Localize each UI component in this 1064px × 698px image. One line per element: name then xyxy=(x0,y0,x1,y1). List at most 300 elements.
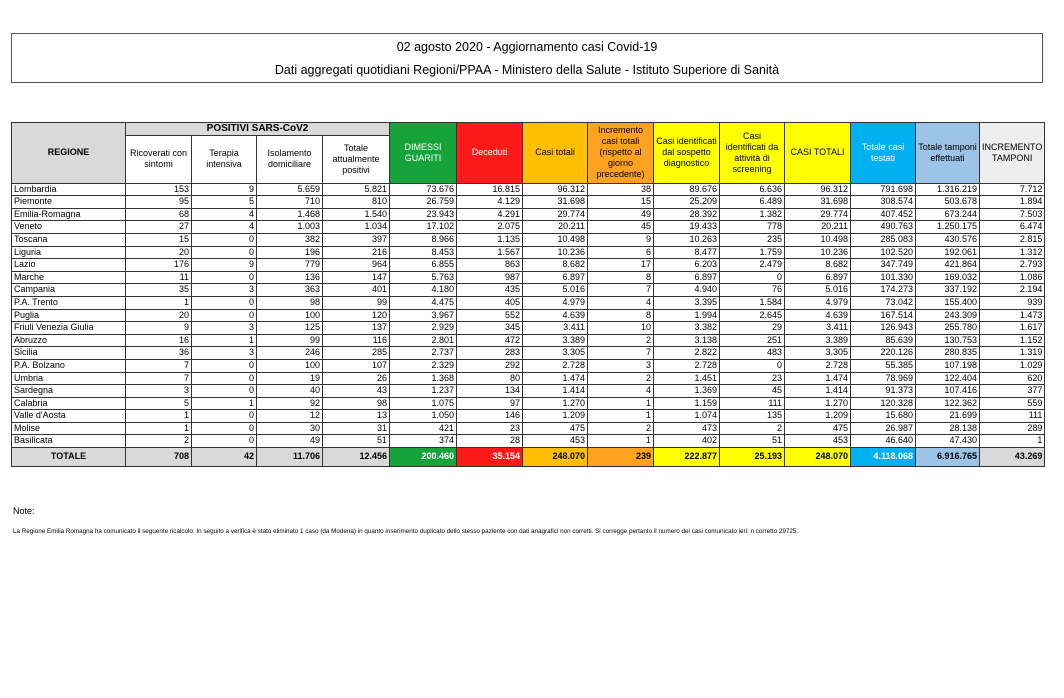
table-cell: 503.678 xyxy=(916,196,980,209)
region-name-cell: Calabria xyxy=(12,397,126,410)
table-cell: 243.309 xyxy=(916,309,980,322)
table-cell: 7 xyxy=(588,347,654,360)
total-cell: 222.877 xyxy=(654,448,720,467)
table-cell: 2.728 xyxy=(523,359,588,372)
total-cell: 43.269 xyxy=(980,448,1045,467)
table-cell: 255.780 xyxy=(916,322,980,335)
table-cell: 1.029 xyxy=(980,359,1045,372)
table-cell: 73.042 xyxy=(851,296,916,309)
table-row xyxy=(12,435,1045,448)
report-title-box xyxy=(11,33,1043,83)
table-cell: 2 xyxy=(588,422,654,435)
region-name-cell: Piemonte xyxy=(12,196,126,209)
table-cell: 490.763 xyxy=(851,221,916,234)
table-cell: 7 xyxy=(588,284,654,297)
table-cell: 1.270 xyxy=(523,397,588,410)
table-cell: 382 xyxy=(257,233,323,246)
table-cell: 4.940 xyxy=(654,284,720,297)
table-cell: 289 xyxy=(980,422,1045,435)
table-cell: 7 xyxy=(126,372,192,385)
table-cell: 2.728 xyxy=(785,359,851,372)
table-cell: 363 xyxy=(257,284,323,297)
table-cell: 100 xyxy=(257,309,323,322)
table-cell: 10.236 xyxy=(785,246,851,259)
notes-text: La Regione Emilia Romagna ha comunicato il seguente ricalcolo: In seguito a verifica è stato eliminato 1 caso (da Modena) in quanto inserimento duplicato dello stesso paziente con dati anagrafici non corretti. Si corregge pertanto il numero dei casi comunicato ieri: n corretto 29725. xyxy=(13,528,799,535)
table-cell: 0 xyxy=(192,359,257,372)
table-cell: 3.411 xyxy=(785,322,851,335)
table-cell: 407.452 xyxy=(851,208,916,221)
table-cell: 0 xyxy=(192,233,257,246)
table-cell: 2.645 xyxy=(720,309,785,322)
table-cell: 1.209 xyxy=(785,410,851,423)
region-name-cell: P.A. Trento xyxy=(12,296,126,309)
table-cell: 1 xyxy=(588,397,654,410)
table-cell: 107 xyxy=(323,359,390,372)
header-terapia-intensiva: Terapia intensiva xyxy=(192,135,257,183)
table-cell: 292 xyxy=(457,359,523,372)
table-cell: 3 xyxy=(588,359,654,372)
table-cell: 23 xyxy=(457,422,523,435)
table-cell: 76 xyxy=(720,284,785,297)
table-cell: 4.639 xyxy=(785,309,851,322)
table-cell: 6.897 xyxy=(785,271,851,284)
table-cell: 85.639 xyxy=(851,334,916,347)
table-cell: 4.639 xyxy=(523,309,588,322)
table-cell: 1.237 xyxy=(390,385,457,398)
table-cell: 147 xyxy=(323,271,390,284)
total-cell: 200.460 xyxy=(390,448,457,467)
table-cell: 8.682 xyxy=(523,259,588,272)
table-cell: 4.979 xyxy=(523,296,588,309)
table-cell: 167.514 xyxy=(851,309,916,322)
table-cell: 80 xyxy=(457,372,523,385)
table-row xyxy=(12,271,1045,284)
table-cell: 20.211 xyxy=(523,221,588,234)
table-cell: 1.312 xyxy=(980,246,1045,259)
table-cell: 5.821 xyxy=(323,183,390,196)
table-cell: 153 xyxy=(126,183,192,196)
table-cell: 1.159 xyxy=(654,397,720,410)
table-cell: 2.929 xyxy=(390,322,457,335)
table-cell: 2.815 xyxy=(980,233,1045,246)
table-cell: 23.943 xyxy=(390,208,457,221)
table-cell: 8.966 xyxy=(390,233,457,246)
table-cell: 20 xyxy=(126,309,192,322)
table-row xyxy=(12,196,1045,209)
table-cell: 29.774 xyxy=(785,208,851,221)
table-cell: 0 xyxy=(720,359,785,372)
table-row xyxy=(12,385,1045,398)
table-cell: 96.312 xyxy=(523,183,588,196)
table-cell: 135 xyxy=(720,410,785,423)
table-cell: 2.801 xyxy=(390,334,457,347)
covid-data-table xyxy=(11,122,1045,467)
table-cell: 36 xyxy=(126,347,192,360)
table-cell: 2.737 xyxy=(390,347,457,360)
table-cell: 3.389 xyxy=(785,334,851,347)
table-cell: 51 xyxy=(720,435,785,448)
table-cell: 6.855 xyxy=(390,259,457,272)
table-cell: 1 xyxy=(192,334,257,347)
table-cell: 421 xyxy=(390,422,457,435)
table-cell: 8.453 xyxy=(390,246,457,259)
table-cell: 1.368 xyxy=(390,372,457,385)
table-cell: 1.050 xyxy=(390,410,457,423)
table-cell: 3 xyxy=(192,284,257,297)
table-row xyxy=(12,296,1045,309)
table-cell: 1.152 xyxy=(980,334,1045,347)
table-cell: 26 xyxy=(323,372,390,385)
table-cell: 7 xyxy=(126,359,192,372)
table-row xyxy=(12,372,1045,385)
table-cell: 15 xyxy=(126,233,192,246)
table-cell: 10 xyxy=(588,322,654,335)
table-cell: 2.329 xyxy=(390,359,457,372)
table-cell: 31 xyxy=(323,422,390,435)
total-cell: 11.706 xyxy=(257,448,323,467)
header-dimessi: DIMESSI GUARITI xyxy=(390,123,457,184)
total-label-cell: TOTALE xyxy=(12,448,126,467)
region-name-cell: Marche xyxy=(12,271,126,284)
table-cell: 1.316.219 xyxy=(916,183,980,196)
table-cell: 68 xyxy=(126,208,192,221)
table-cell: 475 xyxy=(785,422,851,435)
table-row xyxy=(12,422,1045,435)
table-cell: 45 xyxy=(720,385,785,398)
table-cell: 220.126 xyxy=(851,347,916,360)
header-tamponi: Totale tamponi effettuati xyxy=(916,123,980,184)
table-cell: 92 xyxy=(257,397,323,410)
table-cell: 3.305 xyxy=(785,347,851,360)
table-cell: 285.083 xyxy=(851,233,916,246)
table-cell: 1.468 xyxy=(257,208,323,221)
table-cell: 9 xyxy=(588,233,654,246)
table-cell: 26.987 xyxy=(851,422,916,435)
table-cell: 9 xyxy=(192,183,257,196)
table-cell: 6.203 xyxy=(654,259,720,272)
region-name-cell: Emilia-Romagna xyxy=(12,208,126,221)
table-cell: 1 xyxy=(126,410,192,423)
table-cell: 15.680 xyxy=(851,410,916,423)
region-name-cell: Liguria xyxy=(12,246,126,259)
table-cell: 0 xyxy=(192,271,257,284)
table-cell: 779 xyxy=(257,259,323,272)
total-cell: 248.070 xyxy=(785,448,851,467)
table-cell: 1 xyxy=(980,435,1045,448)
report-date-title: 02 agosto 2020 - Aggiornamento casi Covid-19 xyxy=(396,40,658,54)
header-casi-totali: Casi totali xyxy=(523,123,588,184)
table-cell: 3.305 xyxy=(523,347,588,360)
region-name-cell: Valle d'Aosta xyxy=(12,410,126,423)
total-cell: 708 xyxy=(126,448,192,467)
table-cell: 0 xyxy=(192,372,257,385)
table-cell: 2.194 xyxy=(980,284,1045,297)
table-cell: 0 xyxy=(192,422,257,435)
table-cell: 10.263 xyxy=(654,233,720,246)
table-cell: 3 xyxy=(192,347,257,360)
table-cell: 5 xyxy=(192,196,257,209)
table-cell: 155.400 xyxy=(916,296,980,309)
table-cell: 4.475 xyxy=(390,296,457,309)
table-cell: 1.894 xyxy=(980,196,1045,209)
table-cell: 3 xyxy=(192,322,257,335)
table-cell: 1 xyxy=(126,422,192,435)
region-name-cell: Puglia xyxy=(12,309,126,322)
table-cell: 17 xyxy=(588,259,654,272)
table-cell: 1.319 xyxy=(980,347,1045,360)
table-cell: 246 xyxy=(257,347,323,360)
table-cell: 1.540 xyxy=(323,208,390,221)
table-row xyxy=(12,347,1045,360)
region-name-cell: Toscana xyxy=(12,233,126,246)
table-cell: 1.075 xyxy=(390,397,457,410)
header-ricoverati: Ricoverati con sintomi xyxy=(126,135,192,183)
table-cell: 38 xyxy=(588,183,654,196)
table-cell: 16.815 xyxy=(457,183,523,196)
table-cell: 1.074 xyxy=(654,410,720,423)
header-positivi: POSITIVI SARS-CoV2 xyxy=(126,123,390,136)
table-row xyxy=(12,233,1045,246)
table-cell: 435 xyxy=(457,284,523,297)
table-cell: 7.712 xyxy=(980,183,1045,196)
table-cell: 1.086 xyxy=(980,271,1045,284)
total-cell: 6.916.765 xyxy=(916,448,980,467)
table-cell: 2 xyxy=(588,334,654,347)
table-cell: 49 xyxy=(257,435,323,448)
table-cell: 472 xyxy=(457,334,523,347)
table-cell: 3.395 xyxy=(654,296,720,309)
table-cell: 0 xyxy=(192,385,257,398)
report-subtitle: Dati aggregati quotidiani Regioni/PPAA - Ministero della Salute - Istituto Superiore di Sanità xyxy=(274,63,780,77)
table-cell: 10.498 xyxy=(523,233,588,246)
table-cell: 1.567 xyxy=(457,246,523,259)
table-cell: 559 xyxy=(980,397,1045,410)
table-cell: 11 xyxy=(126,271,192,284)
table-cell: 1.250.175 xyxy=(916,221,980,234)
table-cell: 51 xyxy=(323,435,390,448)
table-cell: 26.759 xyxy=(390,196,457,209)
table-cell: 4.129 xyxy=(457,196,523,209)
total-cell: 239 xyxy=(588,448,654,467)
table-cell: 125 xyxy=(257,322,323,335)
table-cell: 5.016 xyxy=(523,284,588,297)
region-name-cell: Molise xyxy=(12,422,126,435)
table-cell: 20.211 xyxy=(785,221,851,234)
table-cell: 6.474 xyxy=(980,221,1045,234)
table-cell: 1.003 xyxy=(257,221,323,234)
table-cell: 397 xyxy=(323,233,390,246)
table-cell: 430.576 xyxy=(916,233,980,246)
table-cell: 28 xyxy=(457,435,523,448)
table-row xyxy=(12,359,1045,372)
table-row xyxy=(12,221,1045,234)
table-cell: 23 xyxy=(720,372,785,385)
total-cell: 12.456 xyxy=(323,448,390,467)
table-cell: 126.943 xyxy=(851,322,916,335)
table-row xyxy=(12,410,1045,423)
table-cell: 47.430 xyxy=(916,435,980,448)
table-cell: 6.897 xyxy=(523,271,588,284)
table-cell: 3.138 xyxy=(654,334,720,347)
table-cell: 964 xyxy=(323,259,390,272)
table-cell: 374 xyxy=(390,435,457,448)
table-cell: 28.138 xyxy=(916,422,980,435)
table-cell: 453 xyxy=(785,435,851,448)
table-cell: 176 xyxy=(126,259,192,272)
table-cell: 2.728 xyxy=(654,359,720,372)
table-cell: 1 xyxy=(192,397,257,410)
table-cell: 2.822 xyxy=(654,347,720,360)
header-incremento: Incremento casi totali (rispetto al giorno precedente) xyxy=(588,123,654,184)
table-cell: 100 xyxy=(257,359,323,372)
table-cell: 30 xyxy=(257,422,323,435)
table-cell: 3.967 xyxy=(390,309,457,322)
table-cell: 3.389 xyxy=(523,334,588,347)
table-cell: 453 xyxy=(523,435,588,448)
table-cell: 28.392 xyxy=(654,208,720,221)
table-cell: 17.102 xyxy=(390,221,457,234)
table-cell: 3.382 xyxy=(654,322,720,335)
table-cell: 137 xyxy=(323,322,390,335)
table-cell: 13 xyxy=(323,410,390,423)
table-cell: 1.759 xyxy=(720,246,785,259)
table-cell: 475 xyxy=(523,422,588,435)
table-cell: 120.328 xyxy=(851,397,916,410)
table-cell: 2 xyxy=(588,372,654,385)
table-cell: 15 xyxy=(588,196,654,209)
table-row xyxy=(12,309,1045,322)
table-cell: 235 xyxy=(720,233,785,246)
total-cell: 42 xyxy=(192,448,257,467)
table-cell: 5.763 xyxy=(390,271,457,284)
table-cell: 987 xyxy=(457,271,523,284)
table-cell: 1.135 xyxy=(457,233,523,246)
table-cell: 1.473 xyxy=(980,309,1045,322)
table-cell: 6.897 xyxy=(654,271,720,284)
table-cell: 134 xyxy=(457,385,523,398)
region-name-cell: Lazio xyxy=(12,259,126,272)
table-cell: 146 xyxy=(457,410,523,423)
table-cell: 939 xyxy=(980,296,1045,309)
table-row xyxy=(12,322,1045,335)
table-cell: 89.676 xyxy=(654,183,720,196)
table-cell: 98 xyxy=(323,397,390,410)
table-cell: 21.699 xyxy=(916,410,980,423)
table-cell: 285 xyxy=(323,347,390,360)
header-casi-testati: Totale casi testati xyxy=(851,123,916,184)
table-cell: 402 xyxy=(654,435,720,448)
table-cell: 8.477 xyxy=(654,246,720,259)
table-cell: 4.291 xyxy=(457,208,523,221)
region-name-cell: Veneto xyxy=(12,221,126,234)
region-name-cell: Friuli Venezia Giulia xyxy=(12,322,126,335)
region-name-cell: Basilicata xyxy=(12,435,126,448)
table-cell: 169.032 xyxy=(916,271,980,284)
table-cell: 8 xyxy=(588,309,654,322)
table-cell: 19.433 xyxy=(654,221,720,234)
table-cell: 1 xyxy=(588,410,654,423)
table-row xyxy=(12,334,1045,347)
table-cell: 473 xyxy=(654,422,720,435)
table-cell: 99 xyxy=(257,334,323,347)
table-cell: 122.404 xyxy=(916,372,980,385)
table-cell: 45 xyxy=(588,221,654,234)
table-cell: 1.270 xyxy=(785,397,851,410)
table-cell: 4.180 xyxy=(390,284,457,297)
table-cell: 12 xyxy=(257,410,323,423)
table-cell: 2.075 xyxy=(457,221,523,234)
table-cell: 308.574 xyxy=(851,196,916,209)
table-cell: 337.192 xyxy=(916,284,980,297)
table-cell: 0 xyxy=(192,296,257,309)
table-cell: 0 xyxy=(192,435,257,448)
table-cell: 5.659 xyxy=(257,183,323,196)
table-cell: 99 xyxy=(323,296,390,309)
table-cell: 710 xyxy=(257,196,323,209)
table-cell: 1.474 xyxy=(523,372,588,385)
table-cell: 101.330 xyxy=(851,271,916,284)
table-cell: 3.411 xyxy=(523,322,588,335)
table-cell: 111 xyxy=(980,410,1045,423)
table-cell: 620 xyxy=(980,372,1045,385)
table-row xyxy=(12,259,1045,272)
table-cell: 55.385 xyxy=(851,359,916,372)
table-cell: 130.753 xyxy=(916,334,980,347)
table-cell: 43 xyxy=(323,385,390,398)
table-cell: 1.382 xyxy=(720,208,785,221)
table-cell: 421.864 xyxy=(916,259,980,272)
region-name-cell: Sardegna xyxy=(12,385,126,398)
table-cell: 96.312 xyxy=(785,183,851,196)
table-cell: 136 xyxy=(257,271,323,284)
table-cell: 5.016 xyxy=(785,284,851,297)
table-cell: 78.969 xyxy=(851,372,916,385)
table-cell: 1.994 xyxy=(654,309,720,322)
table-cell: 107.416 xyxy=(916,385,980,398)
header-deceduti: Deceduti xyxy=(457,123,523,184)
table-cell: 0 xyxy=(720,271,785,284)
table-cell: 111 xyxy=(720,397,785,410)
table-cell: 4 xyxy=(588,296,654,309)
table-cell: 49 xyxy=(588,208,654,221)
table-row xyxy=(12,397,1045,410)
table-cell: 2 xyxy=(720,422,785,435)
table-cell: 483 xyxy=(720,347,785,360)
table-cell: 196 xyxy=(257,246,323,259)
table-cell: 10.498 xyxy=(785,233,851,246)
region-name-cell: Lombardia xyxy=(12,183,126,196)
table-cell: 377 xyxy=(980,385,1045,398)
table-cell: 98 xyxy=(257,296,323,309)
table-cell: 0 xyxy=(192,309,257,322)
table-row xyxy=(12,246,1045,259)
table-cell: 4 xyxy=(192,208,257,221)
table-cell: 120 xyxy=(323,309,390,322)
table-cell: 102.520 xyxy=(851,246,916,259)
table-cell: 174.273 xyxy=(851,284,916,297)
table-cell: 1.617 xyxy=(980,322,1045,335)
table-cell: 1 xyxy=(126,296,192,309)
table-cell: 2.479 xyxy=(720,259,785,272)
table-cell: 1.209 xyxy=(523,410,588,423)
table-cell: 552 xyxy=(457,309,523,322)
table-cell: 280.835 xyxy=(916,347,980,360)
table-cell: 4 xyxy=(588,385,654,398)
table-cell: 251 xyxy=(720,334,785,347)
region-name-cell: Campania xyxy=(12,284,126,297)
table-cell: 283 xyxy=(457,347,523,360)
table-cell: 35 xyxy=(126,284,192,297)
